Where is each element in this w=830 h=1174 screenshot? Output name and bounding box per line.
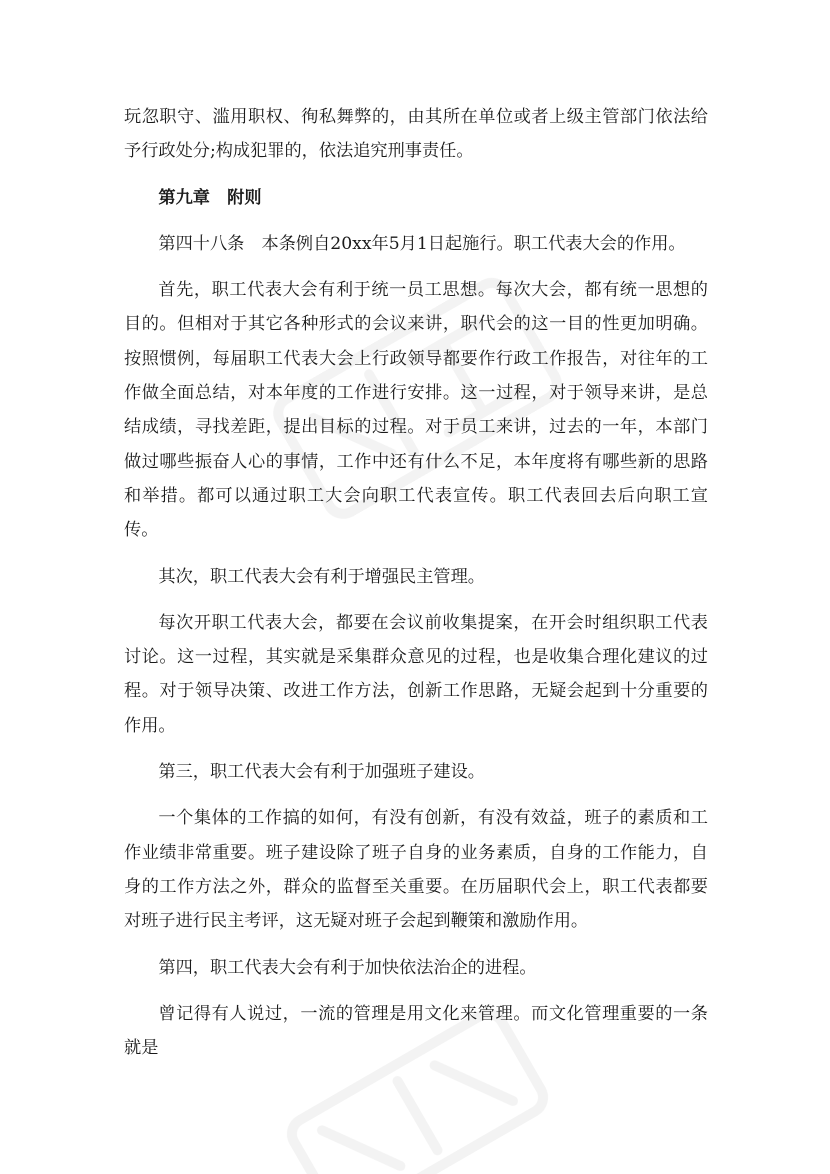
paragraph-fourth-point-body: 曾记得有人说过，一流的管理是用文化来管理。而文化管理重要的一条就是: [124, 1003, 708, 1059]
paragraph-first-point: 首先，职工代表大会有利于统一员工思想。每次大会，都有统一思想的目的。但相对于其它各种形式的会议来讲，职代会的这一目的性更加明确。按照惯例，每届职工代表大会上行政领导都要作行政工作报告，对往年的工作做全面总结，对本年度的工作进行安排。这一过程，对于领导来讲，是总结成绩，寻找差距，提出目标的过程。对于员工来讲，过去的一年，本部门做过哪些振奋人心的事情，工作中还有什么不足，本年度将有哪些新的思路和举措。都可以通过职工大会向职工代表宣传。职工代表回去后向职工宣传。: [124, 280, 708, 541]
paragraph-second-point-body: 每次开职工代表大会，都要在会议前收集提案，在开会时组织职工代表讨论。这一过程，其实就是采集群众意见的过程，也是收集合理化建议的过程。对于领导决策、改进工作方法，创新工作思路，无疑会起到十分重要的作用。: [124, 612, 708, 736]
paragraph-third-point-body: 一个集体的工作搞的如何，有没有创新，有没有效益，班子的素质和工作业绩非常重要。班子建设除了班子自身的业务素质，自身的工作能力，自身的工作方法之外，群众的监督至关重要。在历届职代会上，职工代表都要对班子进行民主考评，这无疑对班子会起到鞭策和激励作用。: [124, 808, 708, 932]
article-48: 第四十八条 本条例自20xx年5月1日起施行。职工代表大会的作用。: [158, 233, 686, 254]
paragraph-fourth-point-heading: 第四，职工代表大会有利于加快依法治企的进程。: [158, 957, 537, 978]
document-body: [124, 100, 708, 1077]
paragraph-second-point-heading: 其次，职工代表大会有利于增强民主管理。: [158, 566, 485, 587]
chapter-heading: 第九章 附则: [158, 187, 262, 208]
paragraph-third-point-heading: 第三，职工代表大会有利于加强班子建设。: [158, 762, 485, 783]
paragraph-continuation: 玩忽职守、滥用职权、徇私舞弊的，由其所在单位或者上级主管部门依法给予行政处分;构成犯罪的，依法追究刑事责任。: [124, 107, 708, 162]
